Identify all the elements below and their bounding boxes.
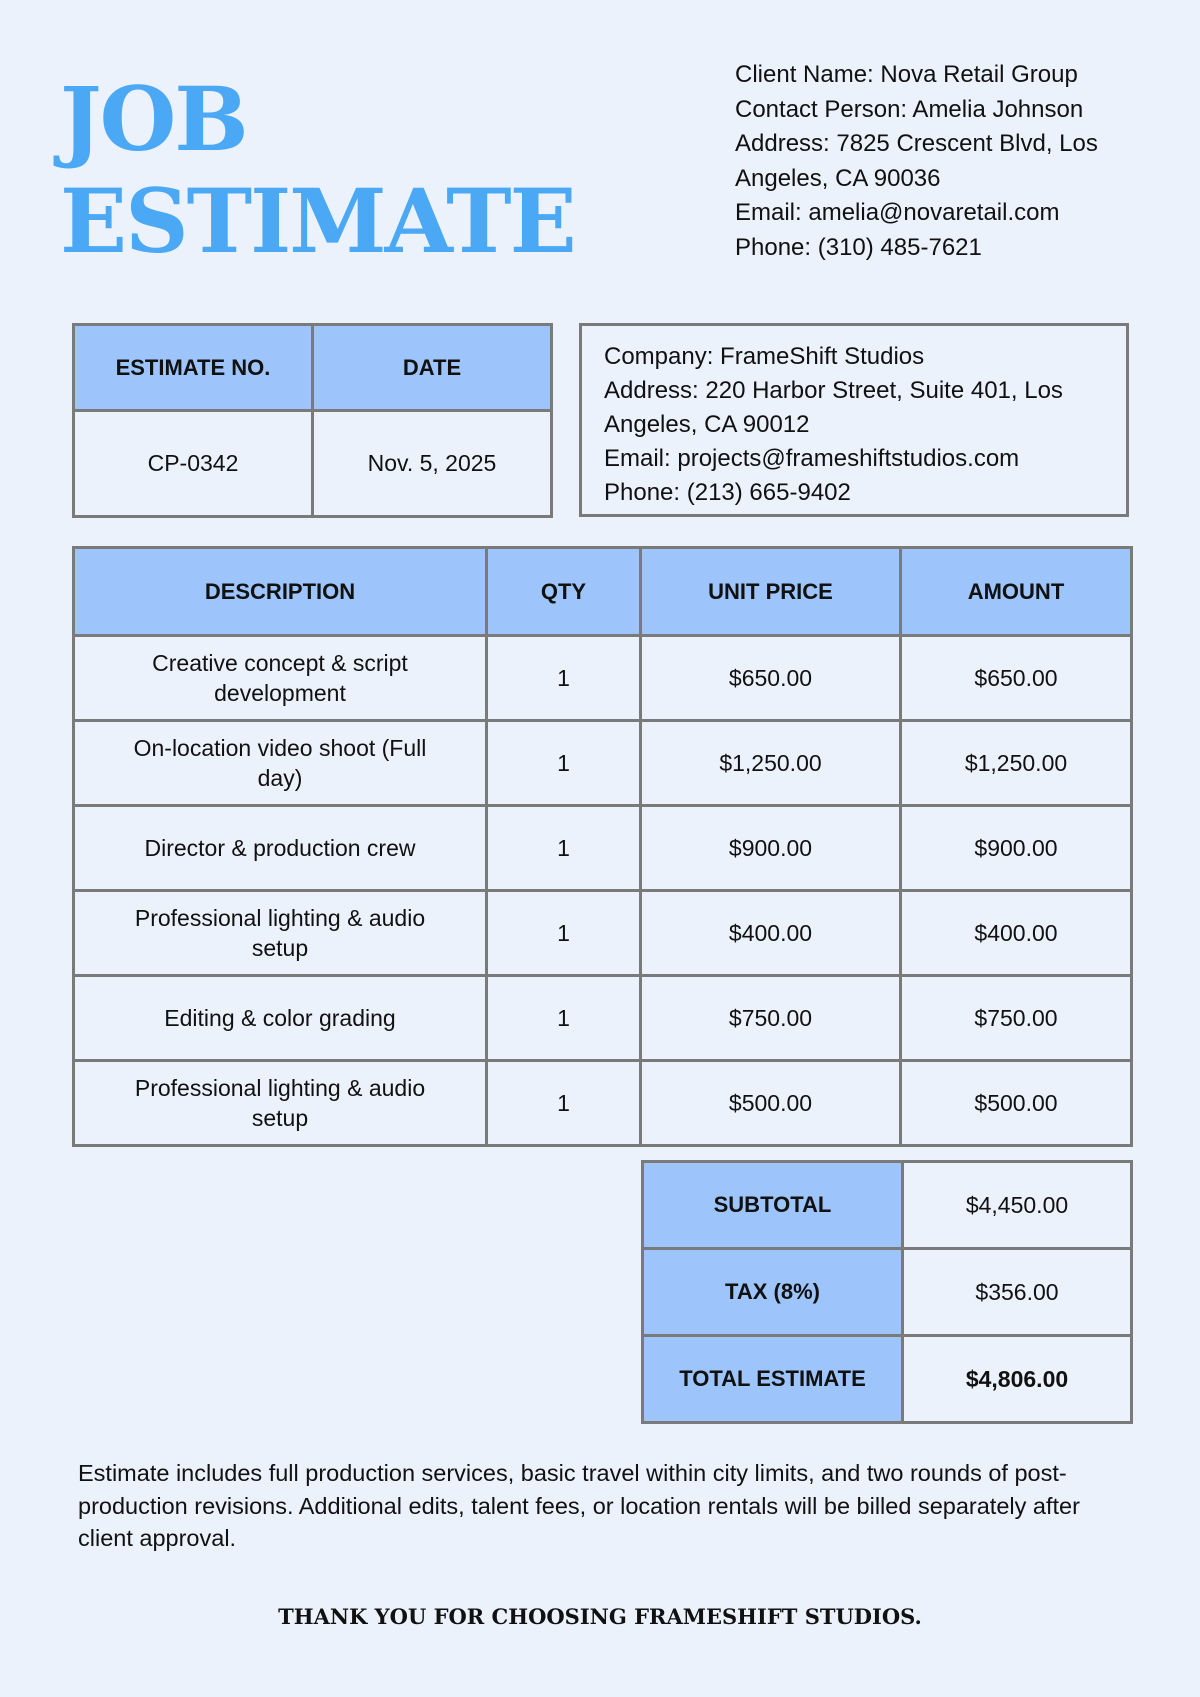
item-amount: $750.00	[901, 976, 1132, 1061]
table-row	[74, 636, 1132, 721]
totals-table	[641, 1160, 1133, 1424]
estimate-number: CP-0342	[74, 411, 313, 517]
item-unit-price: $900.00	[641, 806, 901, 891]
item-unit-price: $750.00	[641, 976, 901, 1061]
title-line-1: JOB	[60, 67, 247, 171]
estimate-number-header: ESTIMATE NO.	[74, 325, 313, 411]
unit-price-header: UNIT PRICE	[641, 548, 901, 636]
qty-header: QTY	[487, 548, 641, 636]
company-phone: Phone: (213) 665-9402	[604, 479, 851, 506]
item-description: Director & production crew	[74, 806, 487, 891]
client-info	[735, 58, 1155, 265]
tax-label: TAX (8%)	[643, 1249, 903, 1336]
table-row	[74, 806, 1132, 891]
item-amount: $1,250.00	[901, 721, 1132, 806]
table-row	[74, 721, 1132, 806]
estimate-notes: Estimate includes full production services, basic travel within city limits, and two rounds of post-production revisions. Additional edits, talent fees, or location rentals will be billed separately after client approval.	[78, 1460, 1080, 1551]
footer-thanks: THANK YOU FOR CHOOSING FRAMESHIFT STUDIOS.	[278, 1604, 922, 1629]
item-unit-price: $400.00	[641, 891, 901, 976]
title-line-2: ESTIMATE	[60, 169, 575, 273]
item-unit-price: $650.00	[641, 636, 901, 721]
total-label: TOTAL ESTIMATE	[643, 1336, 903, 1423]
description-header: DESCRIPTION	[74, 548, 487, 636]
amount-header: AMOUNT	[901, 548, 1132, 636]
item-description: On-location video shoot (Full day)	[74, 721, 487, 806]
company-info	[579, 323, 1129, 517]
tax-value: $356.00	[903, 1249, 1132, 1336]
client-phone: Phone: (310) 485-7621	[735, 233, 982, 261]
table-row	[74, 1061, 1132, 1146]
estimate-date: Nov. 5, 2025	[313, 411, 552, 517]
client-email: Email: amelia@novaretail.com	[735, 199, 1060, 226]
item-unit-price: $1,250.00	[641, 721, 901, 806]
table-row	[74, 976, 1132, 1061]
subtotal-value: $4,450.00	[903, 1162, 1132, 1249]
item-qty: 1	[487, 891, 641, 976]
item-qty: 1	[487, 721, 641, 806]
item-amount: $400.00	[901, 891, 1132, 976]
client-contact: Contact Person: Amelia Johnson	[735, 95, 1084, 123]
item-amount: $900.00	[901, 806, 1132, 891]
line-items-table	[72, 546, 1133, 1147]
item-qty: 1	[487, 1061, 641, 1146]
client-address-line1: Address: 7825 Crescent Blvd, Los	[735, 130, 1098, 157]
subtotal-label: SUBTOTAL	[643, 1162, 903, 1249]
total-value: $4,806.00	[903, 1336, 1132, 1423]
company-address-line1: Address: 220 Harbor Street, Suite 401, Los	[604, 377, 1063, 404]
date-header: DATE	[313, 325, 552, 411]
item-qty: 1	[487, 806, 641, 891]
table-row	[74, 891, 1132, 976]
page-title	[60, 68, 575, 272]
company-name: Company: FrameShift Studios	[604, 343, 925, 370]
item-qty: 1	[487, 976, 641, 1061]
item-amount: $500.00	[901, 1061, 1132, 1146]
client-name: Client Name: Nova Retail Group	[735, 61, 1078, 88]
item-description: Professional lighting & audio setup	[74, 1061, 487, 1146]
item-description: Editing & color grading	[74, 976, 487, 1061]
company-email: Email: projects@frameshiftstudios.com	[604, 445, 1020, 472]
estimate-meta-table	[72, 323, 553, 518]
item-unit-price: $500.00	[641, 1061, 901, 1146]
item-description: Creative concept & script development	[74, 636, 487, 721]
item-description: Professional lighting & audio setup	[74, 891, 487, 976]
item-amount: $650.00	[901, 636, 1132, 721]
company-address-line2: Angeles, CA 90012	[604, 411, 810, 438]
item-qty: 1	[487, 636, 641, 721]
client-address-line2: Angeles, CA 90036	[735, 164, 941, 192]
